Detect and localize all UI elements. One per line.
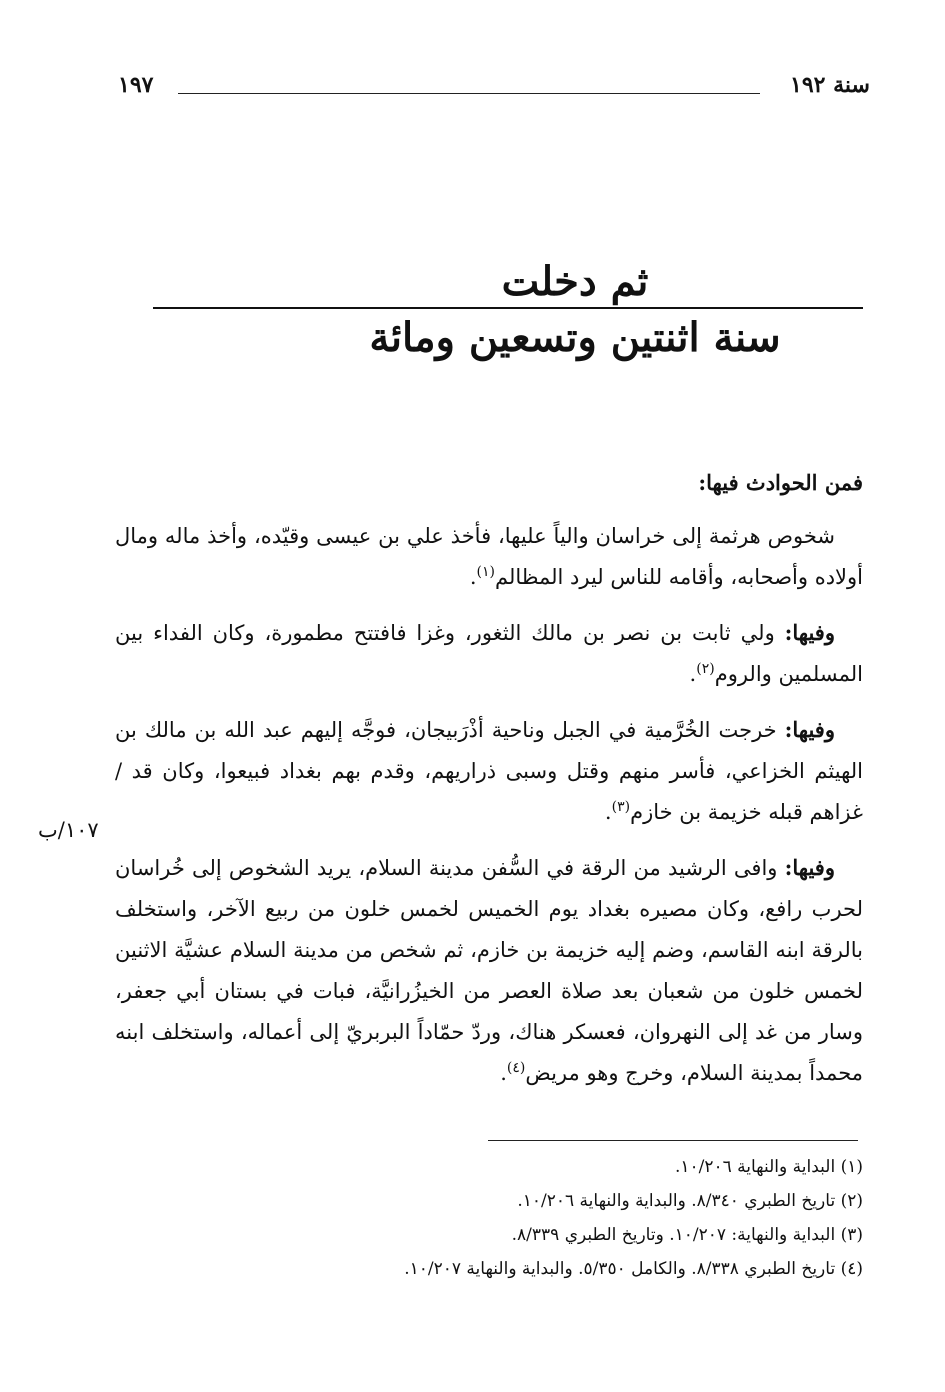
paragraph (115, 612, 863, 695)
paragraph-lead: وفيها: (784, 855, 835, 880)
header-rule (178, 93, 760, 94)
paragraph (115, 847, 863, 1094)
paragraph-end: . (500, 1061, 507, 1085)
manuscript-folio-note: ١٠٧/ب (38, 818, 99, 842)
paragraph-end: . (689, 662, 697, 686)
footnote-ref: (٤) (506, 1060, 526, 1076)
section-intro: فمن الحوادث فيها: (698, 470, 863, 495)
footnote: (٢) تاريخ الطبري ٨/٣٤٠. والبداية والنهاية ١٠/٢٠٦. (517, 1191, 863, 1211)
paragraph (115, 515, 863, 598)
chapter-title-line2: سنة اثنتين وتسعين ومائة (369, 314, 781, 361)
footnote: (٣) البداية والنهاية: ١٠/٢٠٧. وتاريخ الطبري ٨/٣٣٩. (511, 1225, 863, 1245)
header-year-label: سنة ١٩٢ (790, 72, 870, 98)
page-number: ١٩٧ (118, 72, 154, 98)
footnote-ref: (١) (476, 564, 495, 580)
chapter-title-line1: ثم دخلت (501, 258, 649, 305)
paragraph-lead: وفيها: (784, 620, 835, 645)
footnote-ref: (٢) (696, 661, 715, 677)
footnote: (١) البداية والنهاية ١٠/٢٠٦. (674, 1157, 863, 1177)
paragraph-end: . (604, 800, 612, 824)
running-header (118, 68, 870, 108)
paragraph-text: ولي ثابت بن نصر بن مالك الثغور، وغزا فافتتح مطمورة، وكان الفداء بين المسلمين والروم (115, 621, 863, 686)
main-text (115, 462, 863, 1108)
paragraph-end: . (469, 565, 477, 589)
footnote: (٤) تاريخ الطبري ٨/٣٣٨. والكامل ٥/٣٥٠. والبداية والنهاية ١٠/٢٠٧. (404, 1259, 863, 1279)
paragraph (115, 709, 863, 833)
footnote-rule (488, 1140, 858, 1141)
title-divider (153, 307, 863, 309)
paragraph-lead: وفيها: (784, 717, 835, 742)
footnote-ref: (٣) (611, 799, 631, 815)
paragraph-text: وافى الرشيد من الرقة في السُّفن مدينة السلام، يريد الشخوص إلى خُراسان لحرب رافع، وكان مصيره بغداد يوم الخميس لخمس خلون من ربيع الآخر، واستخلف بالرقة ابنه القاسم، وضم إليه خزيمة بن خازم، ثم شخص من مدينة السلام عشيَّة الاثنين لخمس خلون من شعبان بعد صلاة العصر من الخيزُرانيَّة، فبات في بستان أبي جعفر، وسار من غد إلى النهروان، فعسكر هناك، وردّ حمّاداً البربريّ إلى أعماله، واستخلف ابنه محمداً بمدينة السلام، وخرج وهو مريض (115, 856, 863, 1085)
paragraph-text: خرجت الخُرَّمية في الجبل وناحية أذْرَبيجان، فوجَّه إليهم عبد الله بن مالك بن الهيثم الخزاعي، فأسر منهم وقتل وسبى ذراريهم، وقدم بهم بغداد فبيعوا، وكان قد / غزاهم قبله خزيمة بن خازم (115, 718, 863, 824)
footnotes (115, 1150, 863, 1286)
paragraph-text: شخوص هرثمة إلى خراسان والياً عليها، فأخذ علي بن عيسى وقيّده، وأخذ ماله ومال أولاده وأصحابه، وأقامه للناس ليرد المظالم (115, 524, 863, 589)
